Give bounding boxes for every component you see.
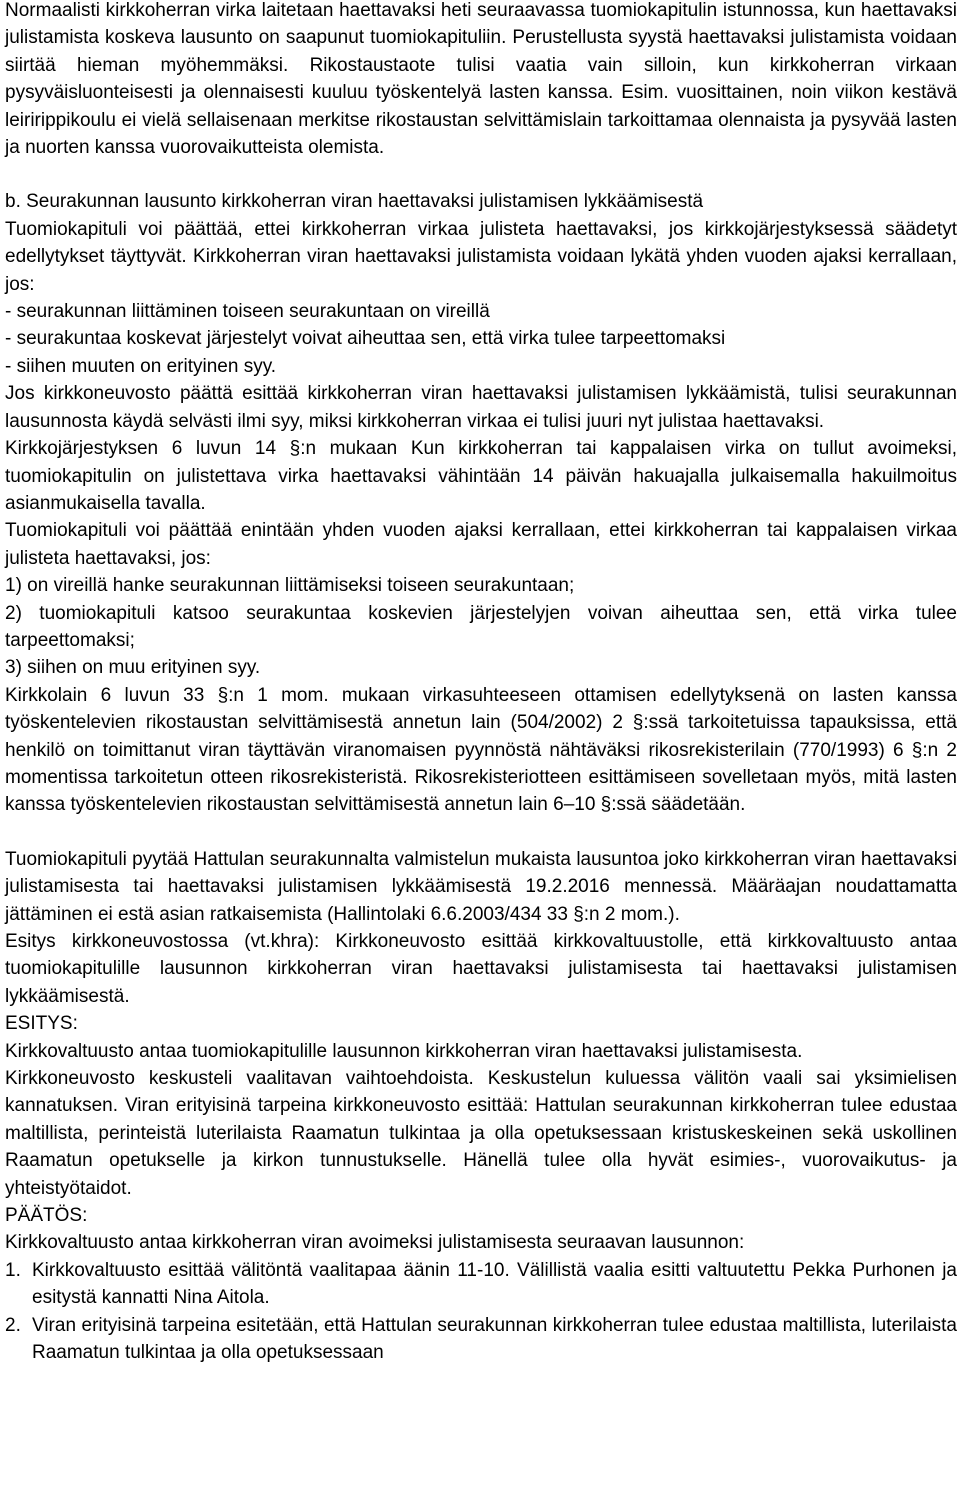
paragraph-request: Tuomiokapituli pyytää Hattulan seurakunnalta valmistelun mukaista lausuntoa joko kirkkoherran viran haettavaksi julistamisesta tai haettavaksi julistamisen lykkäämisestä 19.2.2016 mennessä. Määräajan noudattamatta jättäminen ei estä asian ratkaisemista (Hallintolaki 6.6.2003/434 33 §:n 2 mom.).	[5, 848, 957, 925]
decision-item-text: Kirkkovaltuusto esittää välitöntä vaalitapaa äänin 11-10. Välillistä vaalia esitti valtuutettu Pekka Purhonen ja esitystä kannatti Nina Aitola.	[32, 1259, 957, 1309]
paragraph-council-proposal: Jos kirkkoneuvosto päättä esittää kirkkoherran viran haettavaksi julistamisen lykkäämistä, tulisi seurakunnan lausunnosta käydä selvästi ilmi syy, miksi kirkkoherran virkaa ei tulisi juuri nyt julistaa haettavaksi.	[5, 383, 957, 432]
paragraph-decision: Kirkkovaltuusto antaa kirkkoherran viran avoimeksi julistamisesta seuraavan lausunnon:	[5, 1232, 745, 1254]
decision-item-2	[5, 1312, 957, 1367]
paragraph-esitys: Kirkkovaltuusto antaa tuomiokapitulille lausunnon kirkkoherran viran haettavaksi julistamisesta.	[5, 1040, 803, 1062]
heading-paatos: PÄÄTÖS:	[5, 1205, 88, 1227]
heading-esitys: ESITYS:	[5, 1013, 78, 1035]
paragraph-chapter-decision: Tuomiokapituli voi päättää enintään yhden vuoden ajaksi kerrallaan, ettei kirkkoherran tai kappalaisen virkaa julisteta haettavaksi, jos:	[5, 520, 957, 569]
section-heading-b: b. Seurakunnan lausunto kirkkoherran viran haettavaksi julistamisen lykkäämisestä	[5, 191, 704, 213]
paragraph-church-order: Kirkkojärjestyksen 6 luvun 14 §:n mukaan Kun kirkkoherran tai kappalaisen virka on tullut avoimeksi, tuomiokapitulin on julistettava virka haettavaksi vähintään 14 päivän hakuajalla julkaisemalla hakuilmoitus asianmukaisella tavalla.	[5, 438, 957, 514]
paragraph-church-law: Kirkkolain 6 luvun 33 §:n 1 mom. mukaan virkasuhteeseen ottamisen edellytyksenä on lasten kanssa työskentelevien rikostaustan selvittämisestä annetun lain (504/2002) 2 §:ssä tarkoitetuissa tapauksissa, että henkilö on toimittanut viran täyttävän viranomaisen pyynnöstä nähtäväksi rikosrekisterilain (770/1993) 6 §:n 2 momentissa tarkoitetun otteen rikosrekisteristä. Rikosrekisteriotteen esittämiseen sovelletaan myös, mitä lasten kanssa työskentelevien rikostaustan selvittämisestä annetun lain 6–10 §:ssä säädetään.	[5, 684, 957, 816]
paragraph-gap	[5, 161, 957, 188]
dash-item-3: - siihen muuten on erityinen syy.	[5, 355, 277, 377]
document-page	[5, 0, 957, 1367]
numbered-reason-2: 2) tuomiokapituli katsoo seurakuntaa koskevien järjestelyjen voivan aiheuttaa sen, että virka tulee tarpeettomaksi;	[5, 602, 957, 651]
decision-item-text: Viran erityisinä tarpeina esitetään, että Hattulan seurakunnan kirkkoherran tulee edustaa maltillista, luterilaista Raamatun tulkintaa ja olla opetuksessaan	[32, 1314, 957, 1364]
paragraph-postponement: Tuomiokapituli voi päättää, ettei kirkkoherran virkaa julisteta haettavaksi, jos kirkkojärjestyksessä säädetyt edellytykset täyttyvät. Kirkkoherran viran haettavaksi julistamista voidaan lykätä yhden vuoden ajaksi kerrallaan, jos:	[5, 218, 957, 295]
dash-item-2: - seurakuntaa koskevat järjestelyt voivat aiheuttaa sen, että virka tulee tarpeettomaksi	[5, 328, 726, 350]
numbered-reason-3: 3) siihen on muu erityinen syy.	[5, 657, 261, 679]
paragraph-gap	[5, 819, 957, 846]
dash-item-1: - seurakunnan liittäminen toiseen seurakuntaan on vireillä	[5, 301, 490, 323]
paragraph-intro: Normaalisti kirkkoherran virka laitetaan haettavaksi heti seuraavassa tuomiokapitulin istunnossa, kun haettavaksi julistamista koskeva lausunto on saapunut tuomiokapituliin. Perustellusta syystä haettavaksi julistamista voidaan siirtää hieman myöhemmäksi. Rikostaustaote tulisi vaatia vain silloin, kun kirkkoherran virkaan pysyväisluonteisesti ja olennaisesti kuuluu työskentelyä lasten kanssa. Esim. vuosittainen, noin viikon kestävä leiririppikoulu ei vielä sellaisenaan merkitse rikostaustan selvittämislain tarkoittamaa olennaista ja pysyvää lasten ja nuorten kanssa vuorovaikutteista olemista.	[5, 0, 957, 159]
decision-item-number: 1.	[5, 1259, 21, 1281]
decision-item-number: 2.	[5, 1314, 21, 1336]
decision-item-1	[5, 1257, 957, 1312]
numbered-reason-1: 1) on vireillä hanke seurakunnan liittämiseksi toiseen seurakuntaan;	[5, 575, 575, 597]
paragraph-presentation: Esitys kirkkoneuvostossa (vt.khra): Kirkkoneuvosto esittää kirkkovaltuustolle, että kirkkovaltuusto antaa tuomiokapitulille lausunnon kirkkoherran viran haettavaksi julistamisesta tai haettavaksi julistamisen lykkäämisestä.	[5, 931, 957, 1007]
paragraph-discussion: Kirkkoneuvosto keskusteli vaalitavan vaihtoehdoista. Keskustelun kuluessa välitön vaali sai yksimielisen kannatuksen. Viran erityisinä tarpeina kirkkoneuvosto esittää: Hattulan seurakunnan kirkkoherran tulee edustaa maltillista, perinteistä luterilaista Raamatun tulkintaa ja olla opetuksessaan kristuskeskeinen sekä uskollinen Raamatun opetukselle ja kirkon tunnustukselle. Hänellä tulee olla hyvät esimies-, vuorovaikutus- ja yhteistyötaidot.	[5, 1068, 957, 1199]
